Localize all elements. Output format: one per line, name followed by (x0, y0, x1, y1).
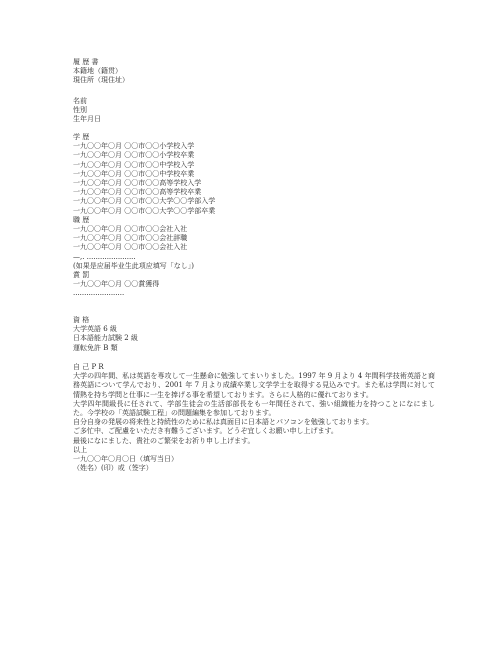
gender-label: 性別 (73, 106, 87, 115)
work-note: (如果是应届毕业生此项应填写「なし」) (73, 261, 194, 270)
awards-dots: ....................... (73, 289, 125, 298)
signature-line: （姓名）(印）或（签字） (73, 464, 153, 473)
birthday-label: 生年月日 (73, 115, 101, 124)
education-item: 一九〇〇年〇月 〇〇市〇〇小学校入学 (73, 142, 195, 151)
self-pr-paragraph: 最後になにました、貴社のご繁栄をお祈り申し上げます。 (73, 436, 255, 445)
work-heading: 職 歴 (73, 215, 90, 224)
self-pr-paragraph: 大学の四年間、私は英語を専攻して一生懸命に勉強してまいりました。1997 年 9 月より 4 年間科学技術英語と商務英語について学んでおり、2001 年 7 月より成績卒業し文学学士を取得する見込みです。また私は学問に対して情熱を持ち学問と仕事に一生を捧げる事を希望しております。さらに人格的に優れております。 (73, 372, 435, 399)
qualifications-heading: 資 格 (73, 316, 90, 324)
personal-section (73, 97, 433, 125)
self-pr-heading: 自 己 P R (73, 363, 104, 371)
education-item: 一九〇〇年〇月 〇〇市〇〇高等学校入学 (73, 179, 202, 188)
date-line: 一九〇〇年〇月〇日（填写当日） (73, 455, 178, 464)
education-item: 一九〇〇年〇月 〇〇市〇〇中学校入学 (73, 160, 195, 169)
header-section (73, 58, 433, 86)
award-item: 一九〇〇年〇月 〇〇賞獲得 (73, 280, 160, 289)
self-pr-paragraph: ご多忙中、ご配慮をいただき有難うございます。どうぞ宜しくお願い申し上げます。 (73, 427, 338, 436)
honseki-label: 本籍地（籍贯） (73, 67, 122, 76)
self-pr-paragraph: 自分自身の発展の将来性と持続性のために私は真面目に日本語とパソコンを勉強しております。 (73, 418, 374, 427)
education-item: 一九〇〇年〇月 〇〇市〇〇大学〇〇学部卒業 (73, 206, 216, 215)
self-pr-section (73, 363, 435, 473)
work-item: 一九〇〇年〇月 〇〇市〇〇会社入社 (73, 225, 188, 234)
work-item: 一九〇〇年〇月 〇〇市〇〇会社辞職 (73, 234, 188, 243)
qualification-item: 日本語能力試験 2 級 (73, 334, 138, 343)
name-label: 名前 (73, 97, 87, 105)
education-section (73, 133, 433, 299)
address-label: 現住所（現住址） (73, 76, 129, 85)
resume-title: 履 歴 書 (73, 58, 99, 66)
awards-heading: 賞 罰 (73, 271, 90, 280)
education-item: 一九〇〇年〇月 〇〇市〇〇中学校卒業 (73, 169, 195, 178)
education-item: 一九〇〇年〇月 〇〇市〇〇大学〇〇学部入学 (73, 197, 216, 206)
closing-text: 以上 (73, 445, 87, 454)
qualification-item: 大学英語 6 級 (73, 325, 117, 334)
qualification-item: 運転免許 B 類 (73, 343, 118, 352)
qualifications-section (73, 316, 433, 353)
work-item: 一九〇〇年〇月 〇〇市〇〇会社入社 (73, 243, 188, 252)
education-item: 一九〇〇年〇月 〇〇市〇〇高等学校卒業 (73, 188, 202, 197)
self-pr-paragraph: 大学四年間級長に任されて、学部生徒会の生活部部長をも一年間任されて、強い組織能力を持つことになにました。今学校の「英語試験工程」の問題編集を参加しております。 (73, 399, 435, 418)
education-item: 一九〇〇年〇月 〇〇市〇〇小学校卒業 (73, 151, 195, 160)
work-dots: —,. ...................... (73, 252, 136, 261)
education-heading: 学 歴 (73, 133, 90, 141)
